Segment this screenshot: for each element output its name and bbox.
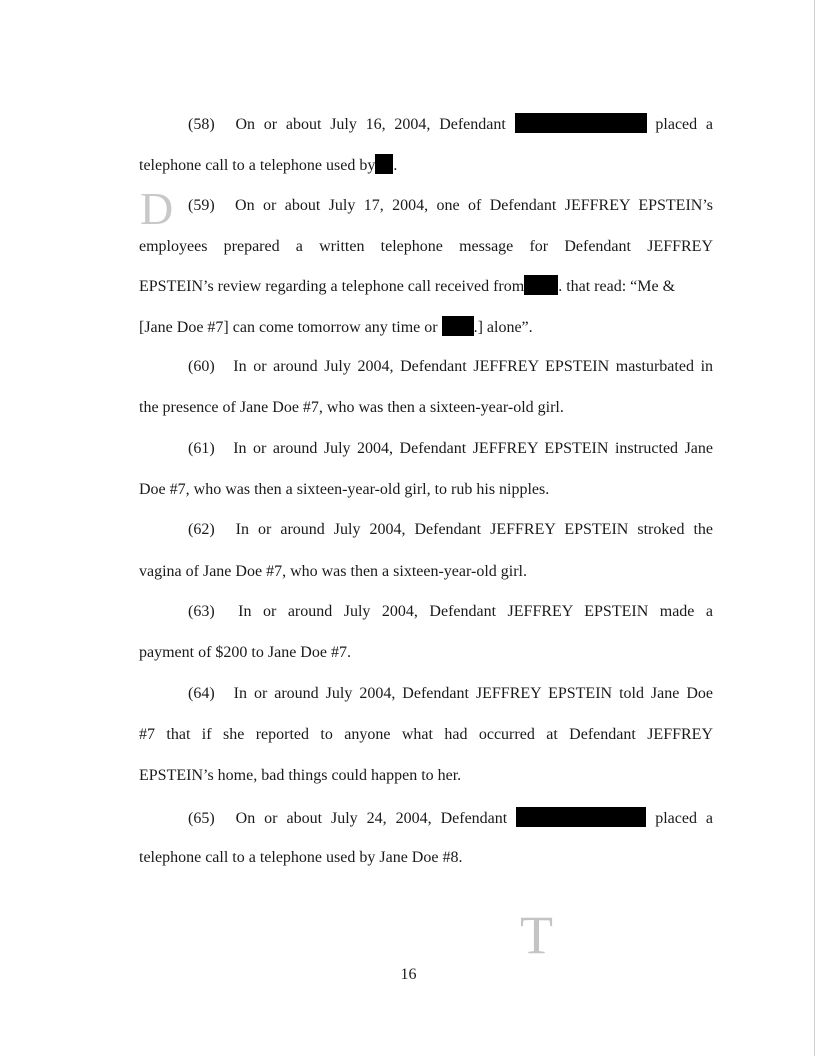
paragraph-text: placed a — [655, 116, 714, 133]
paragraph-58-line-2 — [139, 154, 713, 176]
redaction-bar — [524, 275, 558, 295]
paragraph-64-line-3: EPSTEIN’s home, bad things could happen to her. — [139, 767, 462, 784]
paragraph-61-line-2: Doe #7, who was then a sixteen-year-old girl, to rub his nipples. — [139, 481, 550, 498]
paragraph-number: (60) — [188, 358, 215, 375]
paragraph-number: (59) — [188, 197, 215, 214]
scan-edge-line — [814, 0, 815, 1056]
paragraph-text: On or about July 17, 2004, one of Defendant JEFFREY EPSTEIN’s — [235, 197, 713, 214]
paragraph-number: (58) — [188, 116, 215, 133]
paragraph-text: telephone call to a telephone used by — [139, 157, 376, 174]
paragraph-text: EPSTEIN’s review regarding a telephone call received from — [139, 278, 525, 295]
paragraph-63-line-1 — [188, 602, 713, 622]
page-number: 16 — [400, 966, 417, 983]
redaction-bar — [516, 807, 646, 827]
paragraph-text: . — [393, 157, 398, 174]
paragraph-59-line-3 — [139, 275, 713, 297]
stamp-letter-t: T — [520, 905, 553, 965]
paragraph-text: In or around July 2004, Defendant JEFFREY EPSTEIN stroked the — [235, 521, 713, 538]
paragraph-59-line-4 — [139, 316, 713, 338]
paragraph-text: On or about July 24, 2004, Defendant — [235, 810, 508, 827]
paragraph-64-line-2: #7 that if she reported to anyone what had occurred at Defendant JEFFREY — [139, 726, 713, 743]
paragraph-text: In or around July 2004, Defendant JEFFREY EPSTEIN made a — [238, 603, 713, 620]
paragraph-59-line-1 — [188, 196, 713, 216]
paragraph-63-line-2: payment of $200 to Jane Doe #7. — [139, 644, 351, 661]
redaction-bar — [442, 316, 474, 336]
paragraph-text: On or about July 16, 2004, Defendant — [235, 116, 506, 133]
redaction-bar — [375, 154, 393, 174]
paragraph-62-line-1 — [188, 520, 713, 540]
paragraph-64-line-1 — [188, 684, 713, 704]
paragraph-text: In or around July 2004, Defendant JEFFREY EPSTEIN instructed Jane — [233, 440, 714, 457]
paragraph-62-line-2: vagina of Jane Doe #7, who was then a sixteen-year-old girl. — [139, 563, 527, 580]
paragraph-number: (64) — [188, 685, 215, 702]
paragraph-number: (65) — [188, 810, 215, 827]
paragraph-text: placed a — [655, 810, 714, 827]
paragraph-65-line-1 — [188, 807, 713, 829]
paragraph-text: In or around July 2004, Defendant JEFFREY EPSTEIN masturbated in — [233, 358, 714, 375]
paragraph-61-line-1 — [188, 439, 713, 459]
paragraph-65-line-2: telephone call to a telephone used by Jane Doe #8. — [139, 849, 463, 866]
paragraph-58-line-1 — [188, 113, 713, 135]
paragraph-60-line-1 — [188, 357, 713, 377]
paragraph-text: In or around July 2004, Defendant JEFFREY EPSTEIN told Jane Doe — [233, 685, 713, 702]
redaction-bar — [515, 113, 647, 133]
paragraph-text: . that read: “Me & — [558, 278, 676, 295]
paragraph-number: (61) — [188, 440, 215, 457]
stamp-letter-d: D — [140, 183, 174, 234]
paragraph-text: .] alone”. — [473, 319, 533, 336]
paragraph-number: (63) — [188, 603, 215, 620]
paragraph-60-line-2: the presence of Jane Doe #7, who was then a sixteen-year-old girl. — [139, 399, 564, 416]
paragraph-59-line-2: employees prepared a written telephone message for Defendant JEFFREY — [139, 238, 713, 255]
paragraph-number: (62) — [188, 521, 215, 538]
paragraph-text: [Jane Doe #7] can come tomorrow any time or — [139, 319, 438, 336]
